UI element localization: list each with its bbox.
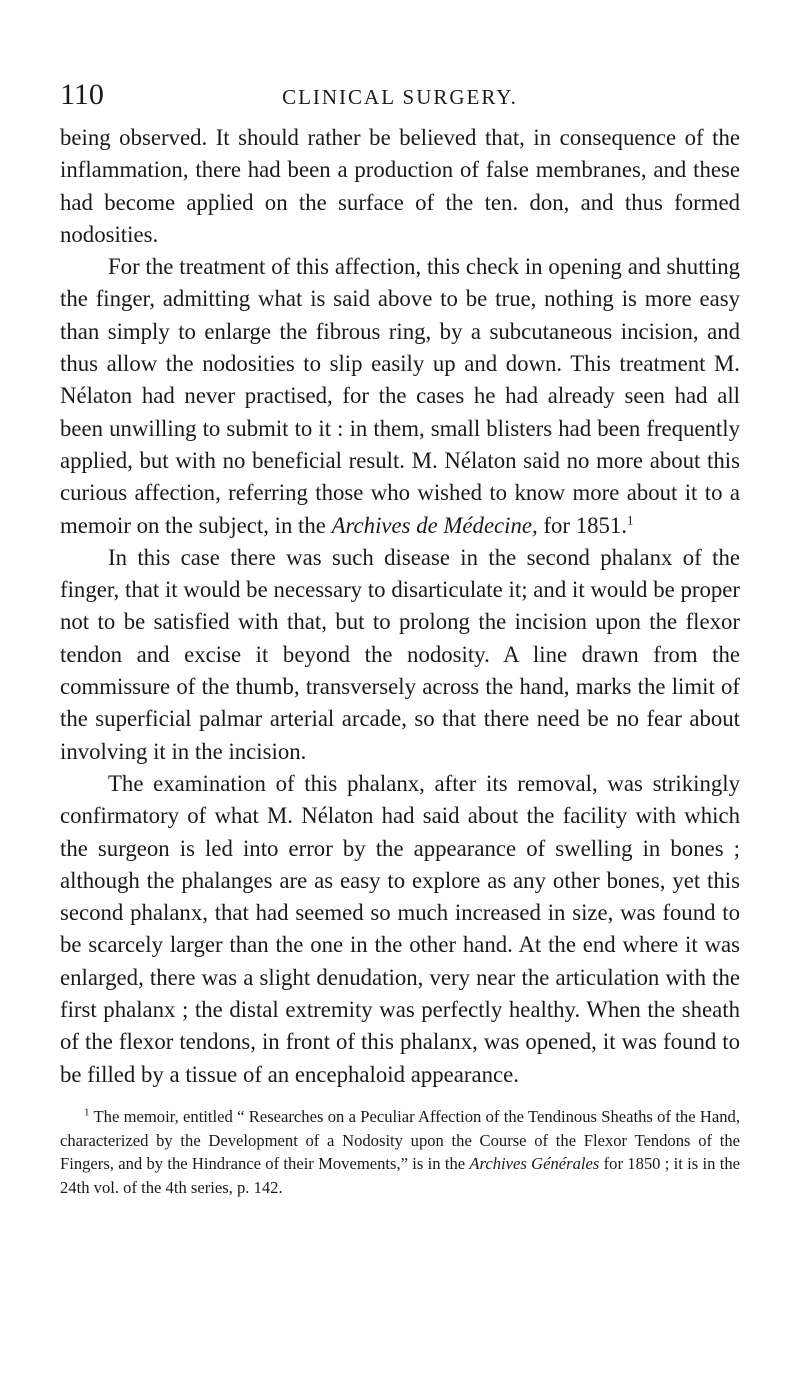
running-head: CLINICAL SURGERY. <box>282 85 518 109</box>
book-page <box>60 78 740 1199</box>
footnote-marker: 1 <box>84 1106 90 1119</box>
page-header <box>60 78 740 118</box>
footnote-reference: 1 <box>627 511 634 527</box>
footnote-text-a: The memoir, entitled “ Researches on a Peculiar Affection of the Tendinous Sheaths of the Hand, characterized by the Development of a Nodosity upon the Course of the Flexor Tendons of the Fingers, and by the Hindrance of their Movements,” is in the <box>60 1106 740 1174</box>
page-number: 110 <box>60 78 104 111</box>
paragraph-4: The examination of this phalanx, after its removal, was strikingly confirmatory of what M. Nélaton had said about the facility with which the surgeon is led into error by the appearance of swelling in bones ; although the phalanges are as easy to explore as any other bones, yet this second phalanx, that had seemed so much increased in size, was found to be scarcely larger than the one in the other hand. At the end where it was enlarged, there was a slight denudation, very near the articulation with the first phalanx ; the distal extremity was perfectly healthy. When the sheath of the flexor tendons, in front of this phalanx, was opened, it was found to be filled by a tissue of an encephaloid appearance. <box>60 770 740 1087</box>
paragraph-2-text: For the treatment of this affection, this check in opening and shutting the finger, admitting what is said above to be true, nothing is more easy than simply to enlarge the fibrous ring, by a subcutaneous incision, and thus allow the nodosities to slip easily up and down. This treatment M. Nélaton had never practised, for the cases he had already seen had all been unwilling to submit to it : in them, small blisters had been frequently applied, but with no beneficial result. M. Nélaton said no more about this curious affection, referring those who wished to know more about it to a memoir on the subject, in the <box>60 254 740 538</box>
paragraph-3: In this case there was such disease in the second phalanx of the finger, that it would be necessary to disarticulate it; and it would be proper not to be satisfied with that, but to prolong the incision upon the flexor tendon and excise it beyond the nodosity. A line drawn from the commissure of the thumb, transversely across the hand, marks the limit of the superficial palmar arterial arcade, so that there need be no fear about involving it in the incision. <box>60 544 740 764</box>
paragraph-2-italic: Archives de Médecine, <box>331 512 538 538</box>
body-text <box>60 122 740 1091</box>
footnotes <box>60 1105 740 1199</box>
paragraph-2-end: for 1851. <box>543 512 628 538</box>
footnote-italic: Archives Générales <box>469 1154 600 1174</box>
paragraph-1: being observed. It should rather be believed that, in consequence of the inflammation, there had been a production of false membranes, and these had become applied on the surface of the ten. don, and thus formed nodosities. <box>60 125 740 247</box>
footnote-text-b: for 1850 ; it is in the 24th vol. of the 4th series, p. 142. <box>60 1154 740 1197</box>
footnote-1 <box>60 1105 740 1199</box>
paragraph-2 <box>60 251 740 542</box>
